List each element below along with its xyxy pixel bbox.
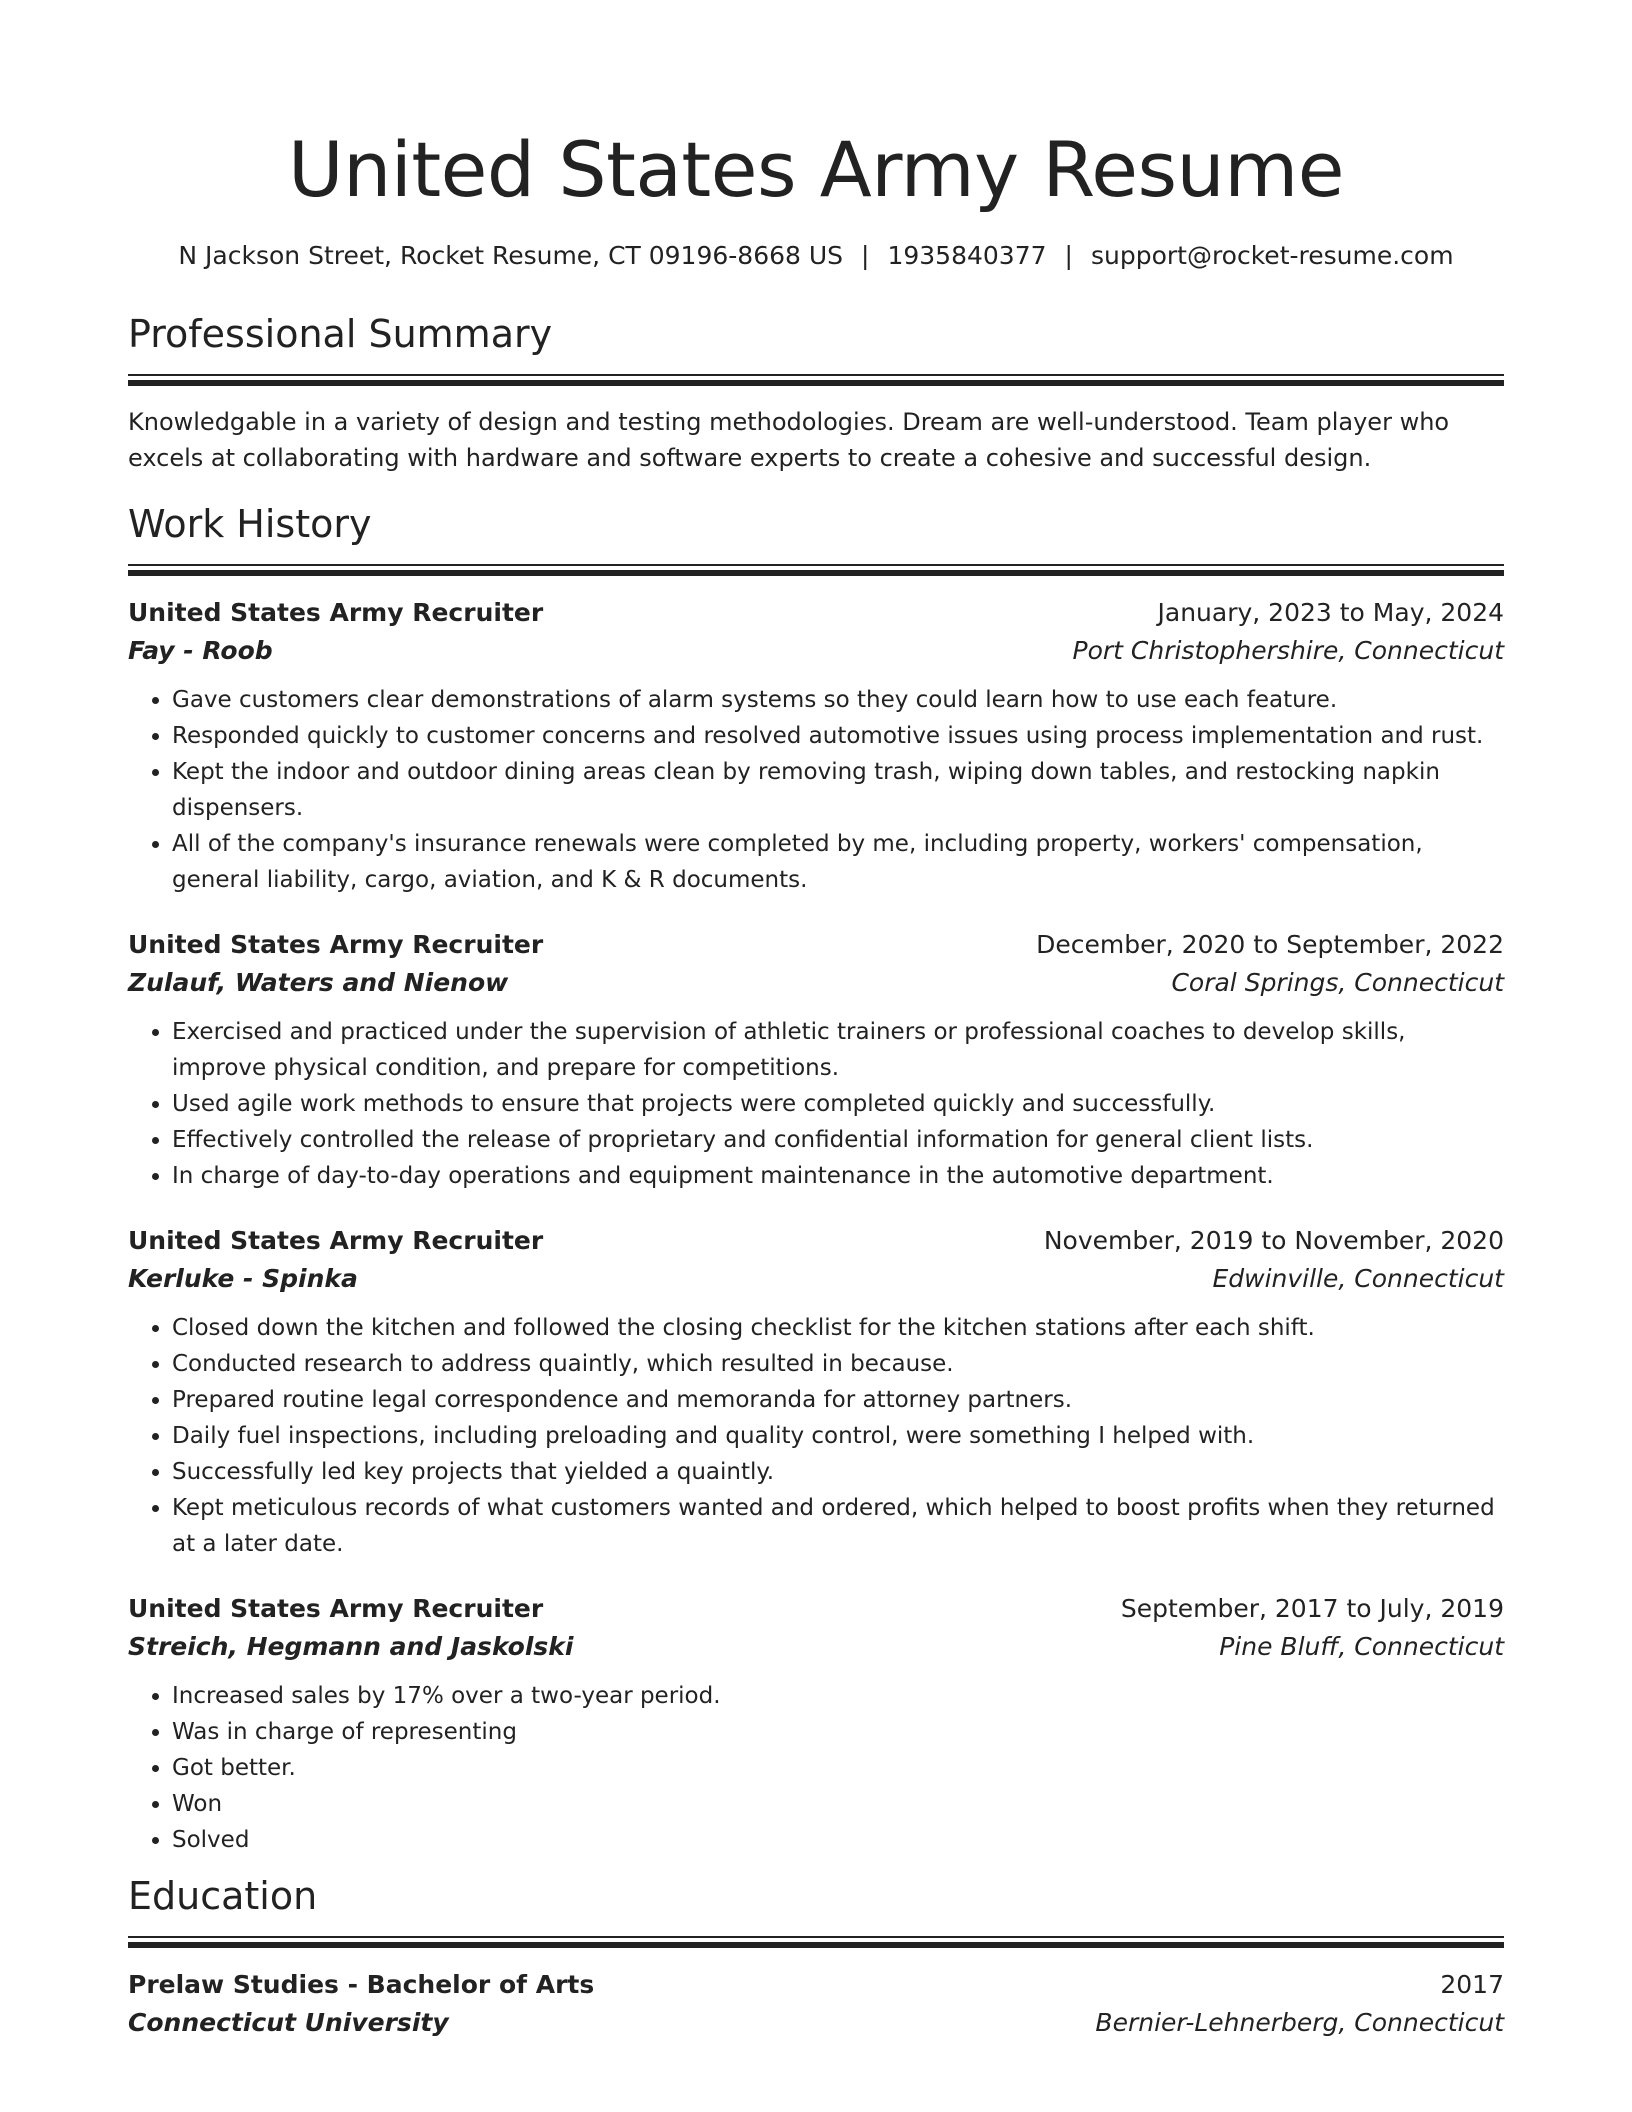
company-name: Fay - Roob: [128, 636, 273, 665]
company-name: Zulauf, Waters and Nienow: [128, 968, 509, 997]
job-title: United States Army Recruiter: [128, 1594, 544, 1623]
section-divider: [128, 564, 1504, 576]
contact-line: [128, 238, 1504, 274]
bullet-item: • Won: [172, 1786, 1504, 1822]
contact-address: N Jackson Street, Rocket Resume, CT 09196-8668 US: [178, 241, 844, 270]
bullet-item: • All of the company's insurance renewals were completed by me, including property, workers' compensation, general liability, cargo, aviation, and K & R documents.: [172, 826, 1504, 898]
resume-header: [128, 120, 1504, 274]
bullet-item: • Prepared routine legal correspondence and memoranda for attorney partners.: [172, 1382, 1504, 1418]
section-title: Professional Summary: [128, 312, 553, 356]
job-dates: January, 2023 to May, 2024: [1157, 598, 1504, 627]
school-location: Bernier-Lehnerberg, Connecticut: [1095, 2008, 1504, 2037]
job-bullets: [128, 1678, 1504, 1858]
summary-text: Knowledgable in a variety of design and testing methodologies. Dream are well-understood. Team player who excels at collaborating with hardware and software experts to create a cohesive and successful design.: [128, 408, 1450, 472]
bullet-item: • Effectively controlled the release of proprietary and confidential information for general client lists.: [172, 1122, 1504, 1158]
bullet-item: • Solved: [172, 1822, 1504, 1858]
job-location: Coral Springs, Connecticut: [1171, 968, 1504, 997]
bullet-item: • In charge of day-to-day operations and equipment maintenance in the automotive department.: [172, 1158, 1504, 1194]
bullet-item: • Got better.: [172, 1750, 1504, 1786]
job-bullets: [128, 1014, 1504, 1194]
section-title: Work History: [128, 502, 372, 546]
job-entry: [128, 594, 1504, 898]
job-title: United States Army Recruiter: [128, 598, 544, 627]
bullet-item: • Responded quickly to customer concerns and resolved automotive issues using process implementation and rust.: [172, 718, 1504, 754]
education-section: [128, 1870, 1504, 2042]
bullet-item: • Kept meticulous records of what customers wanted and ordered, which helped to boost profits when they returned at a later date.: [172, 1490, 1504, 1562]
professional-summary-section: [128, 308, 1504, 476]
resume-name: United States Army Resume: [287, 125, 1345, 214]
degree-title: Prelaw Studies - Bachelor of Arts: [128, 1970, 595, 1999]
job-dates: November, 2019 to November, 2020: [1043, 1226, 1504, 1255]
bullet-item: • Exercised and practiced under the supervision of athletic trainers or professional coaches to develop skills, improve physical condition, and prepare for competitions.: [172, 1014, 1504, 1086]
job-entry: [128, 926, 1504, 1194]
job-bullets: [128, 1310, 1504, 1562]
job-title: United States Army Recruiter: [128, 1226, 544, 1255]
job-location: Port Christophershire, Connecticut: [1072, 636, 1504, 665]
bullet-item: • Closed down the kitchen and followed the closing checklist for the kitchen stations after each shift.: [172, 1310, 1504, 1346]
job-dates: December, 2020 to September, 2022: [1036, 930, 1504, 959]
bullet-item: • Successfully led key projects that yielded a quaintly.: [172, 1454, 1504, 1490]
bullet-item: • Conducted research to address quaintly, which resulted in because.: [172, 1346, 1504, 1382]
contact-separator: |: [861, 241, 870, 270]
section-divider: [128, 374, 1504, 386]
education-entry: [128, 1966, 1504, 2042]
bullet-item: • Used agile work methods to ensure that projects were completed quickly and successfully.: [172, 1086, 1504, 1122]
company-name: Kerluke - Spinka: [128, 1264, 358, 1293]
bullet-item: • Daily fuel inspections, including preloading and quality control, were something I helped with.: [172, 1418, 1504, 1454]
bullet-item: • Was in charge of representing: [172, 1714, 1504, 1750]
section-title: Education: [128, 1874, 318, 1918]
job-entry: [128, 1590, 1504, 1858]
job-dates: September, 2017 to July, 2019: [1120, 1594, 1504, 1623]
contact-separator: |: [1064, 241, 1073, 270]
job-location: Edwinville, Connecticut: [1212, 1264, 1504, 1293]
bullet-item: • Kept the indoor and outdoor dining areas clean by removing trash, wiping down tables, and restocking napkin dispensers.: [172, 754, 1504, 826]
job-title: United States Army Recruiter: [128, 930, 544, 959]
work-history-section: [128, 498, 1504, 1858]
resume-page: [128, 0, 1504, 2070]
section-divider: [128, 1936, 1504, 1948]
job-location: Pine Bluff, Connecticut: [1219, 1632, 1504, 1661]
job-bullets: [128, 682, 1504, 898]
bullet-item: • Increased sales by 17% over a two-year period.: [172, 1678, 1504, 1714]
school-name: Connecticut University: [128, 2008, 449, 2037]
graduation-year: 2017: [1440, 1970, 1504, 1999]
contact-phone: 1935840377: [887, 241, 1047, 270]
bullet-item: • Gave customers clear demonstrations of alarm systems so they could learn how to use each feature.: [172, 682, 1504, 718]
contact-email: support@rocket-resume.com: [1090, 241, 1454, 270]
job-entry: [128, 1222, 1504, 1562]
company-name: Streich, Hegmann and Jaskolski: [128, 1632, 574, 1661]
